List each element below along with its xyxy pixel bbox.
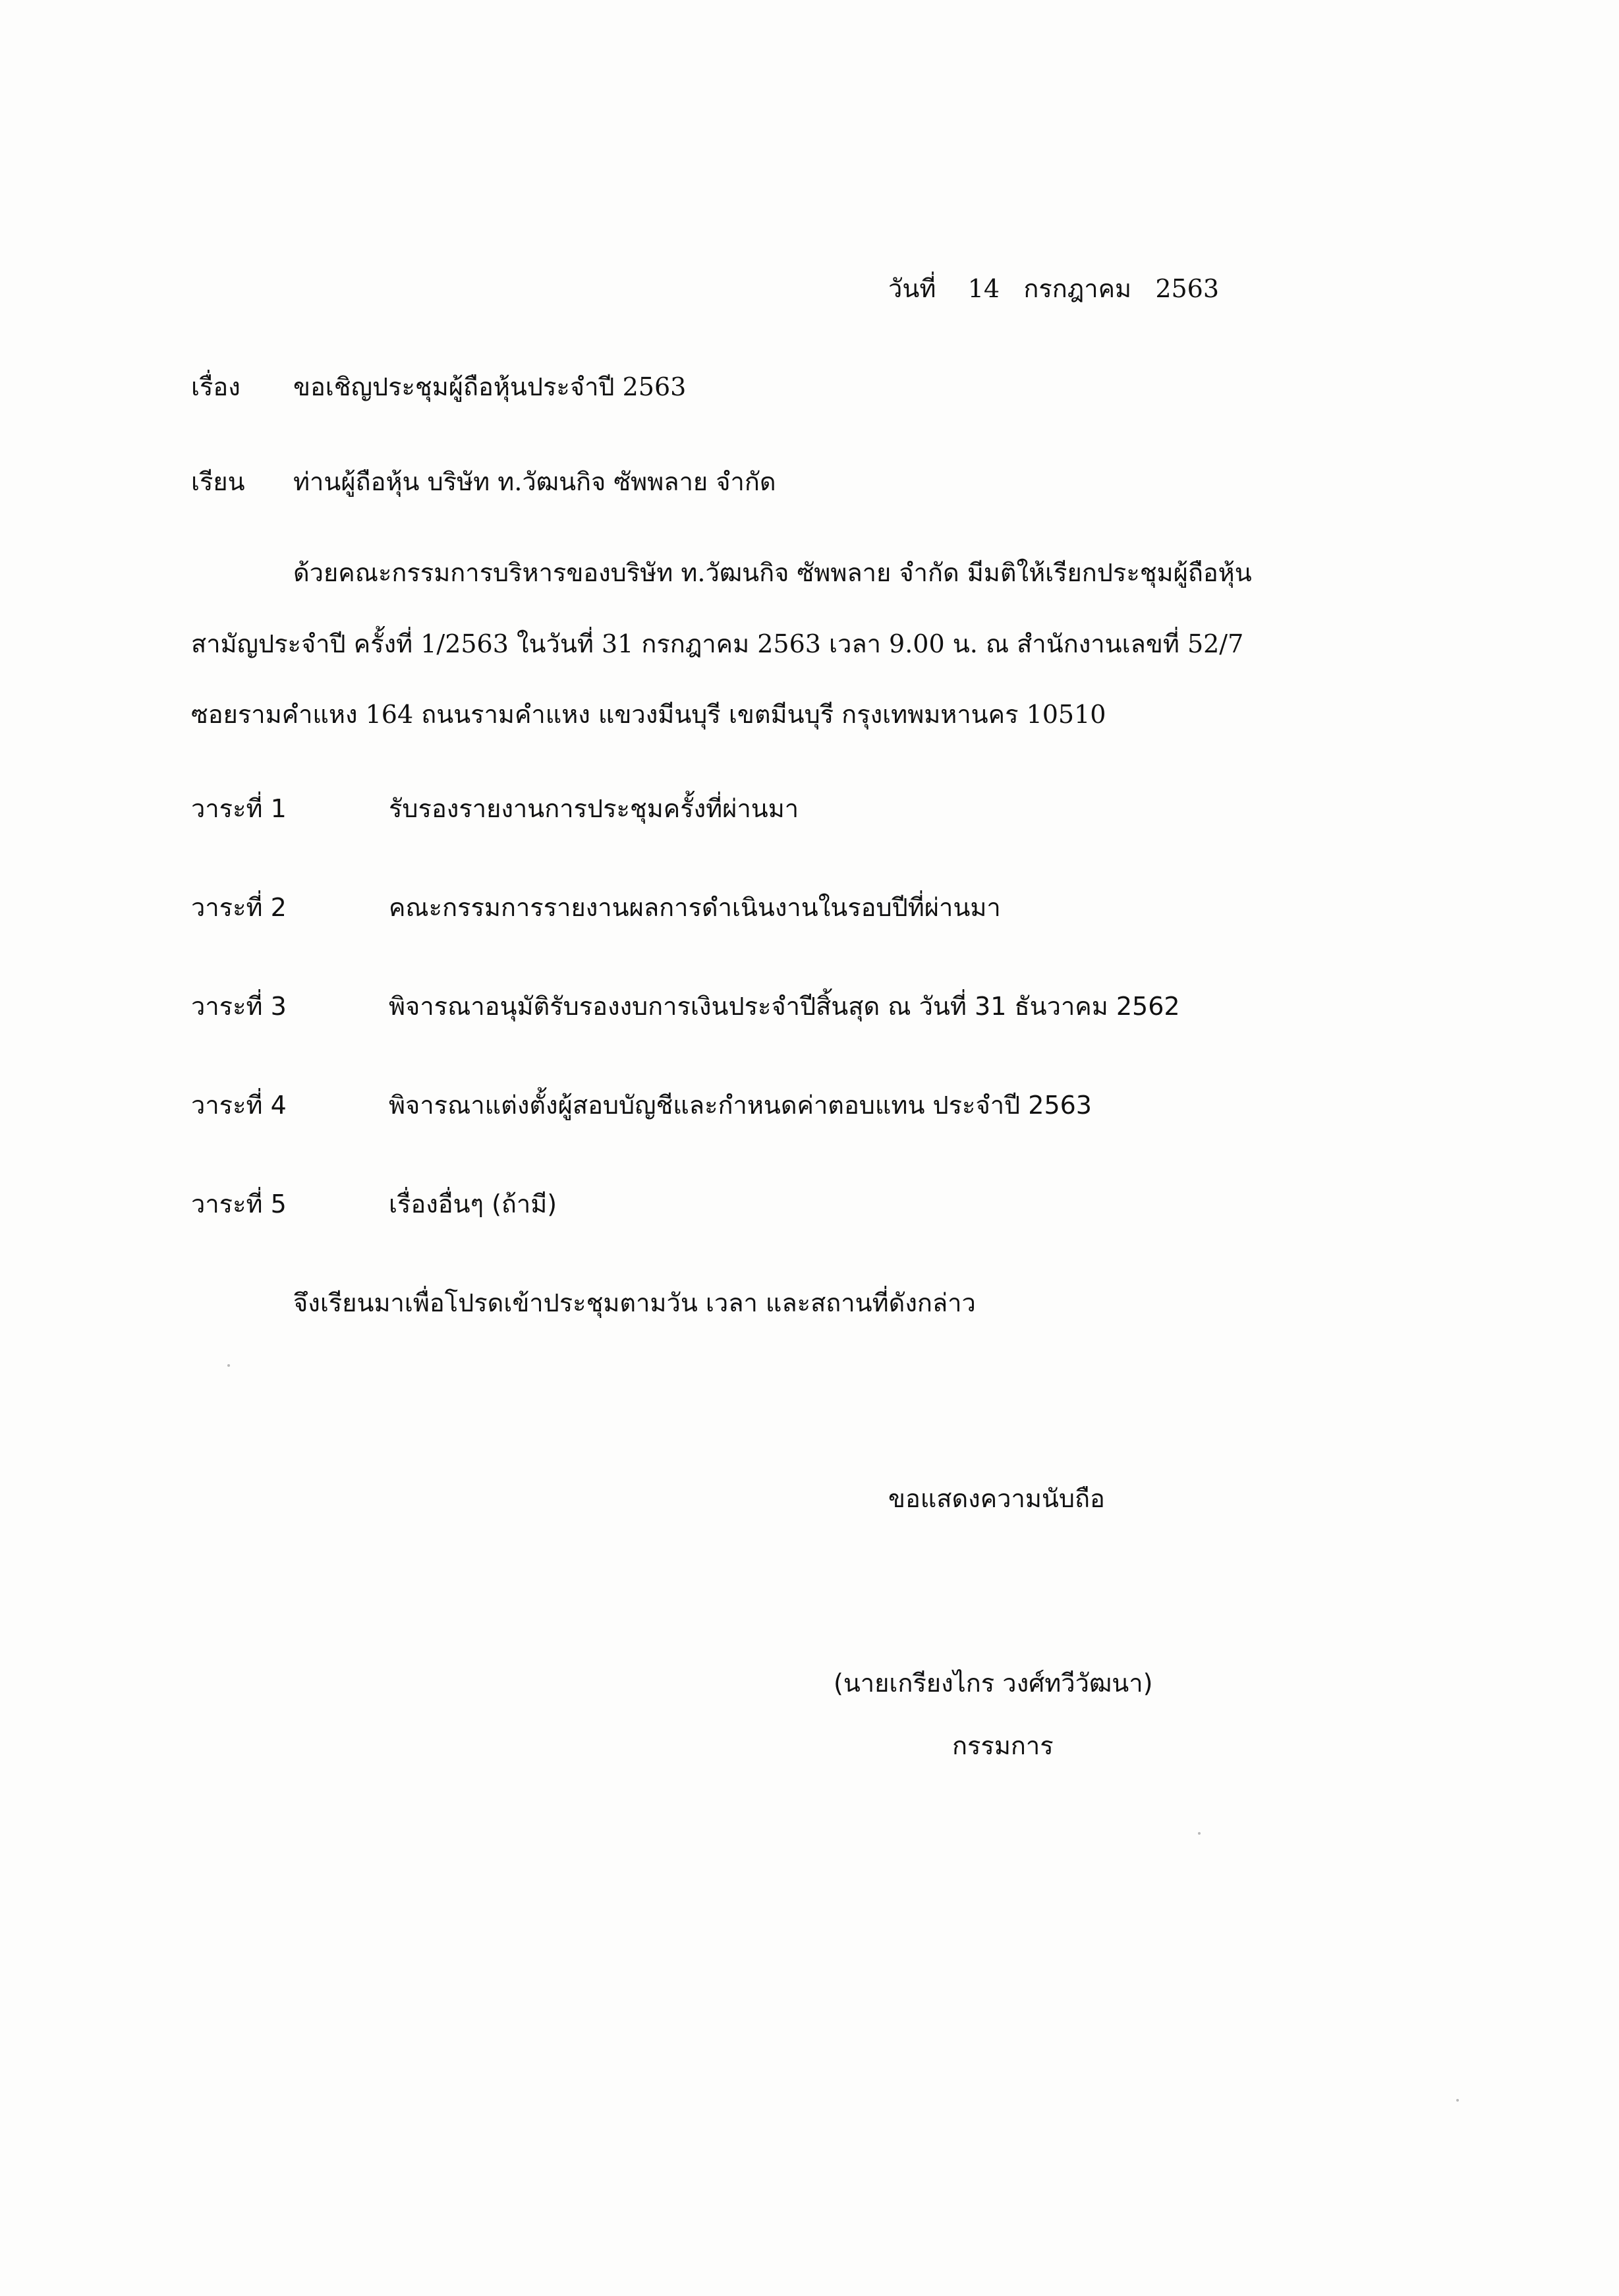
agenda-label-3: วาระที่ 3 <box>191 992 287 1021</box>
closing-regards: ขอแสดงความนับถือ <box>888 1484 1105 1513</box>
scan-speck <box>227 1364 230 1367</box>
agenda-label-5: วาระที่ 5 <box>191 1190 287 1219</box>
date-month: กรกฎาคม <box>1023 274 1132 303</box>
agenda-label-1: วาระที่ 1 <box>191 794 287 823</box>
date-label: วันที่ <box>888 274 936 303</box>
date-line <box>888 276 1219 301</box>
recipient-label: เรียน <box>191 467 245 496</box>
agenda-text-1: รับรองรายงานการประชุมครั้งที่ผ่านมา <box>389 794 799 823</box>
subject-label: เรื่อง <box>191 372 241 401</box>
subject-text: ขอเชิญประชุมผู้ถือหุ้นประจำปี 2563 <box>293 372 687 401</box>
body-line-3: ซอยรามคำแหง 164 ถนนรามคำแหง แขวงมีนบุรี เขตมีนบุรี กรุงเทพมหานคร 10510 <box>191 700 1106 729</box>
recipient-text: ท่านผู้ถือหุ้น บริษัท ท.วัฒนกิจ ซัพพลาย จำกัด <box>293 467 776 496</box>
scan-speck <box>1198 1832 1201 1835</box>
body-line-1: ด้วยคณะกรรมการบริหารของบริษัท ท.วัฒนกิจ ซัพพลาย จำกัด มีมติให้เรียกประชุมผู้ถือหุ้น <box>293 558 1252 587</box>
date-year: 2563 <box>1155 274 1220 303</box>
date-day: 14 <box>967 274 1000 303</box>
signatory-position: กรรมการ <box>952 1731 1054 1760</box>
agenda-text-5: เรื่องอื่นๆ (ถ้ามี) <box>389 1190 557 1219</box>
closing-invitation: จึงเรียนมาเพื่อโปรดเข้าประชุมตามวัน เวลา และสถานที่ดังกล่าว <box>293 1288 976 1317</box>
body-line-2: สามัญประจำปี ครั้งที่ 1/2563 ในวันที่ 31 กรกฎาคม 2563 เวลา 9.00 น. ณ สำนักงานเลขที่ 52/7 <box>191 629 1244 658</box>
scan-speck <box>1456 2099 1459 2102</box>
agenda-text-2: คณะกรรมการรายงานผลการดำเนินงานในรอบปีที่ผ่านมา <box>389 893 1001 922</box>
signatory-name: (นายเกรียงไกร วงศ์ทวีวัฒนา) <box>834 1669 1153 1698</box>
agenda-text-4: พิจารณาแต่งตั้งผู้สอบบัญชีและกำหนดค่าตอบแทน ประจำปี 2563 <box>389 1091 1092 1120</box>
agenda-label-4: วาระที่ 4 <box>191 1091 287 1120</box>
agenda-text-3: พิจารณาอนุมัติรับรองงบการเงินประจำปีสิ้นสุด ณ วันที่ 31 ธันวาคม 2562 <box>389 992 1180 1021</box>
agenda-label-2: วาระที่ 2 <box>191 893 287 922</box>
